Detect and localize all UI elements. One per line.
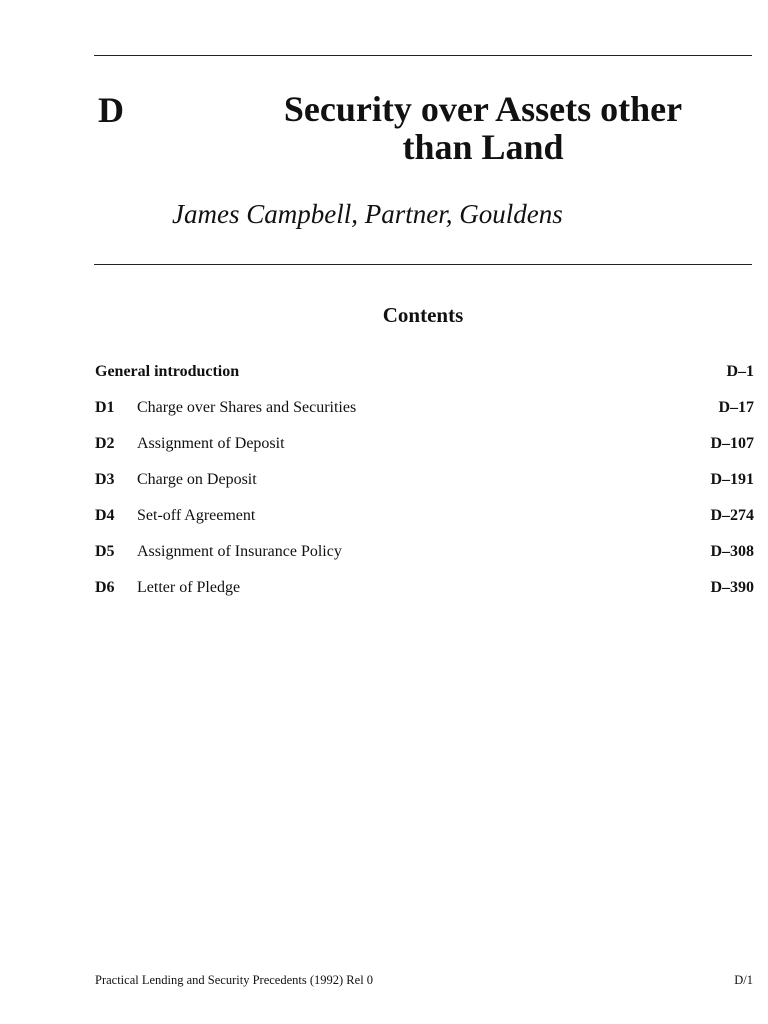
toc-entry-d1[interactable] xyxy=(95,396,754,432)
toc-entry-page: D–308 xyxy=(710,543,754,560)
toc-entry-code: D5 xyxy=(95,543,115,560)
toc-entry-code: D6 xyxy=(95,579,115,596)
part-letter: D xyxy=(98,90,124,130)
toc-entry-general-introduction[interactable] xyxy=(95,360,754,396)
toc-entry-title: Charge on Deposit xyxy=(137,471,257,488)
toc-entry-page: D–191 xyxy=(710,471,754,488)
toc-entry-page: D–17 xyxy=(718,399,754,416)
toc-entry-code: D2 xyxy=(95,435,115,452)
contents-heading: Contents xyxy=(382,303,464,327)
toc-entry-d2[interactable] xyxy=(95,432,754,468)
toc-entry-d6[interactable] xyxy=(95,576,754,612)
toc-entry-page: D–274 xyxy=(710,507,754,524)
footer-publication: Practical Lending and Security Precedents (1992) Rel 0 xyxy=(95,973,374,987)
toc-entry-title: Assignment of Deposit xyxy=(137,435,285,452)
toc-entry-title: Set-off Agreement xyxy=(137,507,256,524)
toc-entry-d3[interactable] xyxy=(95,468,754,504)
toc-entry-title: Letter of Pledge xyxy=(137,579,241,596)
toc-entry-d5[interactable] xyxy=(95,540,754,576)
toc-entry-title: Assignment of Insurance Policy xyxy=(137,543,342,560)
page-title xyxy=(200,90,766,166)
title-line-1: Security over Assets other xyxy=(283,89,683,129)
toc-entry-code: D4 xyxy=(95,507,115,524)
top-rule xyxy=(94,55,752,56)
author-line: James Campbell, Partner, Gouldens xyxy=(172,199,563,229)
footer-page-number: D/1 xyxy=(734,973,753,987)
toc-entry-code: D3 xyxy=(95,471,115,488)
bottom-rule xyxy=(94,264,752,265)
toc-entry-d4[interactable] xyxy=(95,504,754,540)
toc-entry-page: D–107 xyxy=(710,435,754,452)
toc-entry-page: D–390 xyxy=(710,579,754,596)
toc-entry-page: D–1 xyxy=(726,363,754,380)
title-line-2: than Land xyxy=(402,127,564,167)
toc-entry-code: D1 xyxy=(95,399,115,416)
table-of-contents xyxy=(95,360,754,612)
toc-entry-title: Charge over Shares and Securities xyxy=(137,399,357,416)
toc-entry-title: General introduction xyxy=(95,363,240,380)
